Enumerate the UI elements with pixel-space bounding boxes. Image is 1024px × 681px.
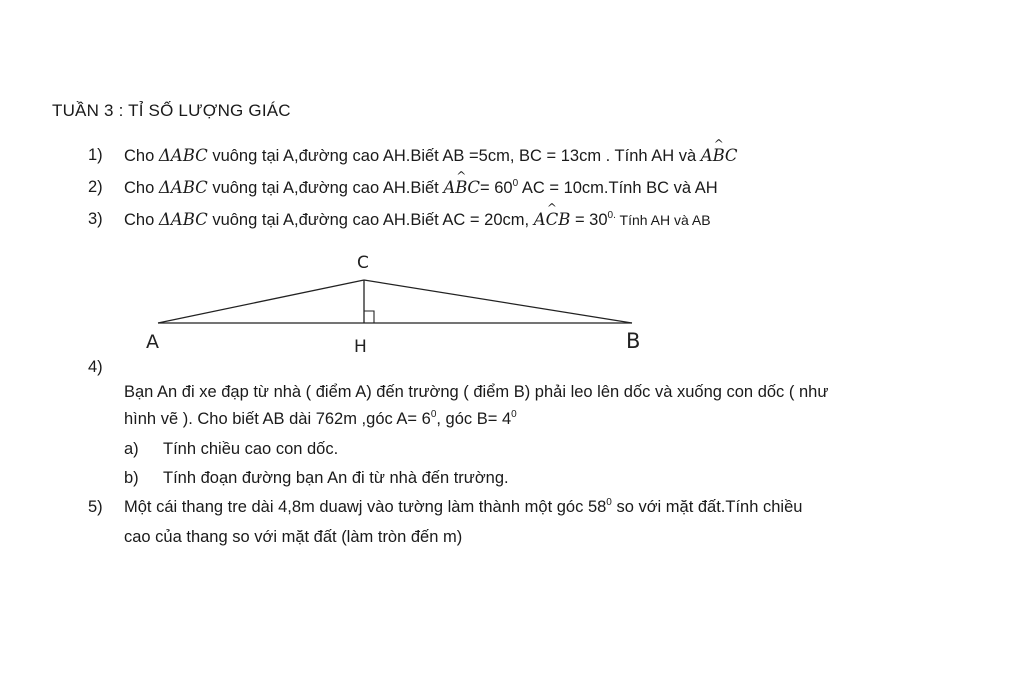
problem-4a: a) Tính chiều cao con dốc.: [124, 440, 339, 458]
problem-4b: b) Tính đoạn đường bạn An đi từ nhà đến trường.: [124, 469, 509, 487]
segment-ac: [158, 280, 364, 323]
triangle-symbol: ΔABC: [158, 210, 208, 229]
problem-5-line-2: cao của thang so với mặt đất (làm tròn đến m): [124, 528, 463, 546]
sub-label: a): [124, 440, 139, 458]
problem-1: 1) Cho ΔABC vuông tại A,đường cao AH.Biết AB =5cm, BC = 13cm . Tính AH và A^ BC: [0, 146, 1024, 170]
triangle-symbol: ΔABC: [158, 178, 208, 197]
problem-number: 4): [88, 358, 103, 376]
sub-label: b): [124, 469, 139, 487]
problem-2: 2) Cho ΔABC vuông tại A,đường cao AH.Biết A^ $BC= 60^0$ AC = 10cm.Tính BC và AH: [0, 178, 1024, 202]
angle-symbol: A^ CB: [534, 210, 571, 229]
problem-number: 2): [88, 178, 103, 196]
label-h: H: [354, 337, 367, 357]
problem-number: 3): [88, 210, 103, 228]
angle-symbol: A^ BC: [701, 146, 738, 165]
problem-4-number-row: [0, 358, 1024, 382]
problem-number: 5): [88, 498, 103, 516]
label-b: B: [626, 329, 641, 353]
right-angle-mark: [364, 311, 374, 323]
problem-number: 1): [88, 146, 103, 164]
problem-4-line-2: hình vẽ ). Cho biết AB dài 762m ,góc $A= 6^0$, góc $B= 4^0$: [124, 409, 517, 428]
slope-diagram: [140, 248, 660, 358]
segment-cb: [364, 280, 632, 323]
worksheet-title: TUẦN 3 : TỈ SỐ LƯỢNG GIÁC: [52, 101, 291, 120]
problem-5-line-1: 5) Một cái thang tre dài 4,8m duawj vào tường làm thành một góc $58^0$ so với mặt đất.Tính chiều: [88, 497, 803, 516]
angle-symbol: A^ BC: [443, 178, 480, 197]
label-c: C: [357, 253, 369, 273]
label-a: A: [146, 331, 159, 353]
problem-4-line-1: Bạn An đi xe đạp từ nhà ( điểm A) đến trường ( điểm B) phải leo lên dốc và xuống con dốc ( như: [124, 383, 829, 401]
triangle-symbol: ΔABC: [158, 146, 208, 165]
problem-3: 3) Cho ΔABC vuông tại A,đường cao AH.Biết AC = 20cm, A^ CB = $30^{0.}$ Tính AH và AB: [0, 210, 1024, 234]
